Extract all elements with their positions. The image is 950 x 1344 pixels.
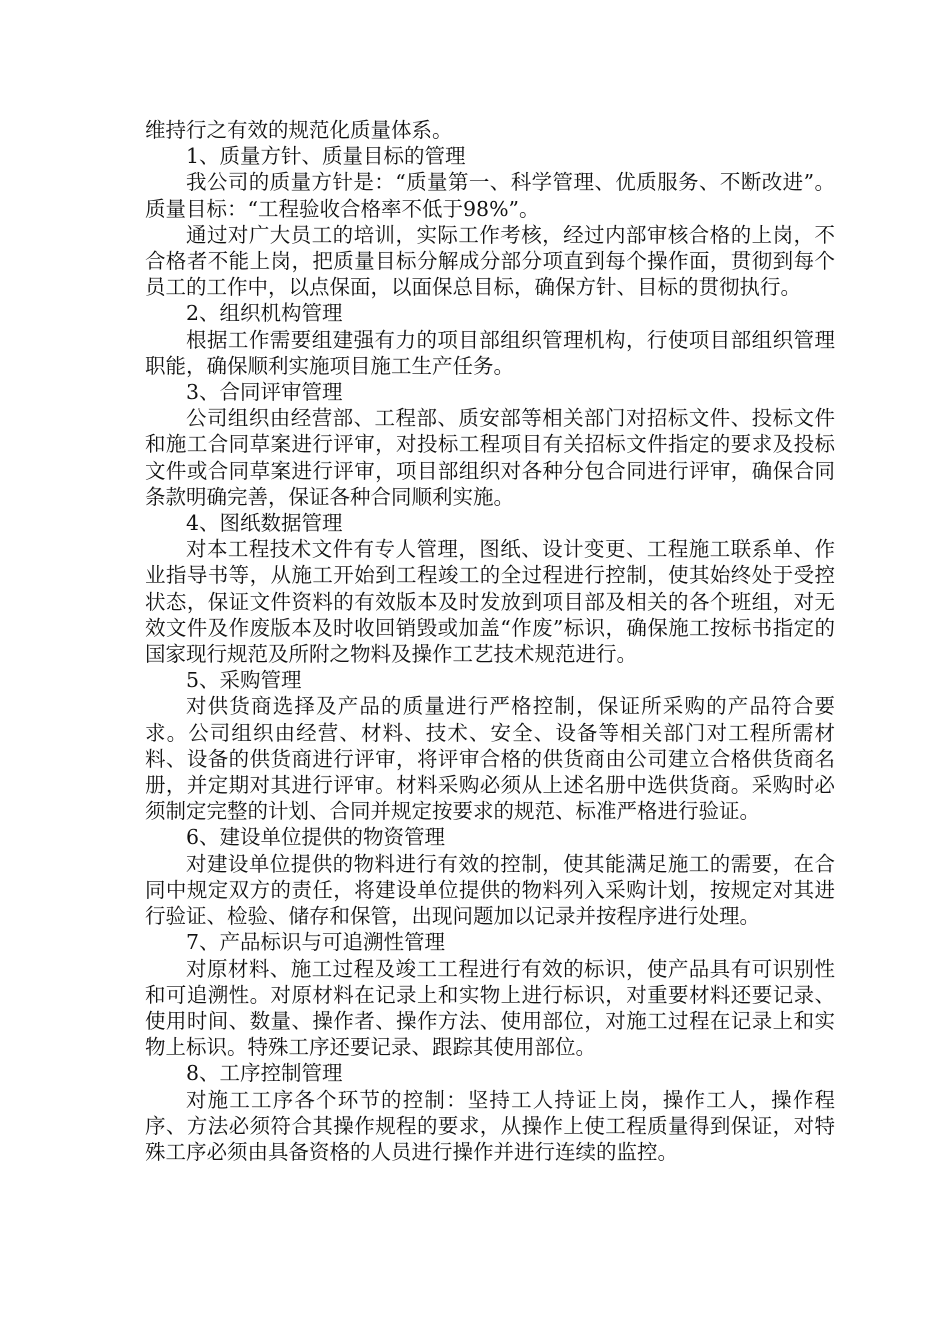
paragraph: 对施工工序各个环节的控制：坚持工人持证上岗，操作工人，操作程序、方法必须符合其操作规程的要求，从操作上使工程质量得到保证，对特殊工序必须由具备资格的人员进行操作并进行连续的监控。 <box>145 1087 835 1164</box>
paragraph: 对供货商选择及产品的质量进行严格控制，保证所采购的产品符合要求。公司组织由经营、材料、技术、安全、设备等相关部门对工程所需材料、设备的供货商进行评审，将评审合格的供货商由公司建立合格供货商名册，并定期对其进行评审。材料采购必须从上述名册中选供货商。采购时必须制定完整的计划、合同并规定按要求的规范、标准严格进行验证。 <box>145 694 835 824</box>
paragraph: 根据工作需要组建强有力的项目部组织管理机构，行使项目部组织管理职能，确保顺利实施项目施工生产任务。 <box>145 327 835 378</box>
section-heading-client-supplied-materials: 6、建设单位提供的物资管理 <box>186 825 446 850</box>
paragraph: 对原材料、施工过程及竣工工程进行有效的标识，使产品具有可识别性和可追溯性。对原材料在记录上和实物上进行标识，对重要材料还要记录、使用时间、数量、操作者、操作方法、使用部位，对施工过程在记录上和实物上标识。特殊工序还要记录、跟踪其使用部位。 <box>145 956 835 1060</box>
section-heading-quality-policy: 1、质量方针、质量目标的管理 <box>186 144 466 169</box>
document-body <box>145 117 835 1165</box>
paragraph: 公司组织由经营部、工程部、质安部等相关部门对招标文件、投标文件和施工合同草案进行评审，对投标工程项目有关招标文件指定的要求及投标文件或合同草案进行评审，项目部组织对各种分包合同进行评审，确保合同条款明确完善，保证各种合同顺利实施。 <box>145 406 835 509</box>
paragraph: 对建设单位提供的物料进行有效的控制，使其能满足施工的需要，在合同中规定双方的责任，将建设单位提供的物料列入采购计划，按规定对其进行验证、检验、储存和保管，出现问题加以记录并按程序进行处理。 <box>145 851 835 929</box>
paragraph-continuation: 维持行之有效的规范化质量体系。 <box>145 118 453 142</box>
paragraph: 我公司的质量方针是：“质量第一、科学管理、优质服务、不断改进”。质量目标：“工程验收合格率不低于98%”。 <box>145 170 835 221</box>
section-heading-identification-traceability: 7、产品标识与可追溯性管理 <box>186 930 446 955</box>
paragraph: 通过对广大员工的培训，实际工作考核，经过内部审核合格的上岗，不合格者不能上岗，把质量目标分解成分部分项直到每个操作面，贯彻到每个员工的工作中，以点保面，以面保总目标，确保方针、目标的贯彻执行。 <box>145 222 835 300</box>
section-heading-process-control: 8、工序控制管理 <box>186 1061 343 1086</box>
section-heading-procurement: 5、采购管理 <box>186 668 302 693</box>
section-heading-organization: 2、组织机构管理 <box>186 301 343 326</box>
section-heading-drawings-data: 4、图纸数据管理 <box>186 511 343 536</box>
paragraph: 对本工程技术文件有专人管理，图纸、设计变更、工程施工联系单、作业指导书等，从施工开始到工程竣工的全过程进行控制，使其始终处于受控状态，保证文件资料的有效版本及时发放到项目部及相关的各个班组，对无效文件及作废版本及时收回销毁或加盖“作废”标识，确保施工按标书指定的国家现行规范及所附之物料及操作工艺技术规范进行。 <box>145 537 835 667</box>
section-heading-contract-review: 3、合同评审管理 <box>186 380 343 405</box>
